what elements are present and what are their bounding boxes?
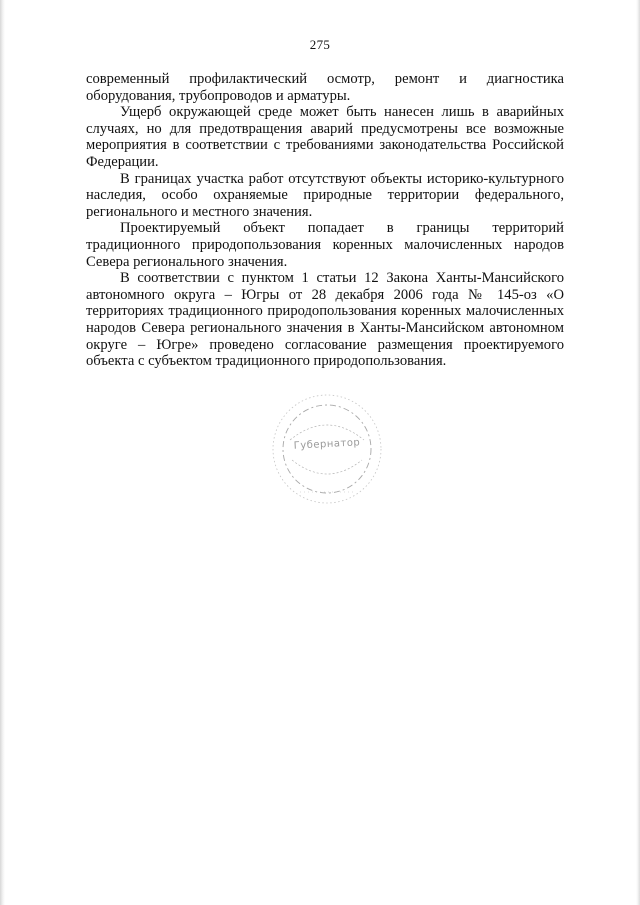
paragraph-3: В границах участка работ отсутствуют объекты историко-культурного наследия, особо охраняемые природные территории федерального, регионального и местного значения. xyxy=(86,170,564,220)
paragraph-2: Ущерб окружающей среде может быть нанесен лишь в аварийных случаях, но для предотвращения аварий предусмотрены все возможные мероприятия в соответствии с требованиями законодательства Российской Федерации. xyxy=(86,104,564,170)
seal-label: Губернатор xyxy=(293,437,361,452)
paragraph-4: Проектируемый объект попадает в границы территорий традиционного природопользования коренных малочисленных народов Севера регионального значения. xyxy=(86,220,564,270)
document-body xyxy=(86,71,564,370)
scan-edge-left xyxy=(0,0,5,905)
scan-edge-right xyxy=(636,0,640,905)
page-number: 275 xyxy=(309,37,331,52)
paragraph-1: современный профилактический осмотр, ремонт и диагностика оборудования, трубопроводов и арматуры. xyxy=(86,71,564,104)
paragraph-5: В соответствии с пунктом 1 статьи 12 Закона Ханты-Мансийского автономного округа – Югры от 28 декабря 2006 года № 145-оз «О территориях традиционного природопользования коренных малочисленных народов Севера регионального значения в Ханты-Мансийском автономном округе – Югре» проведено согласование размещения проектируемого объекта с субъектом традиционного природопользования. xyxy=(86,270,564,370)
round-seal-stamp xyxy=(270,392,384,506)
